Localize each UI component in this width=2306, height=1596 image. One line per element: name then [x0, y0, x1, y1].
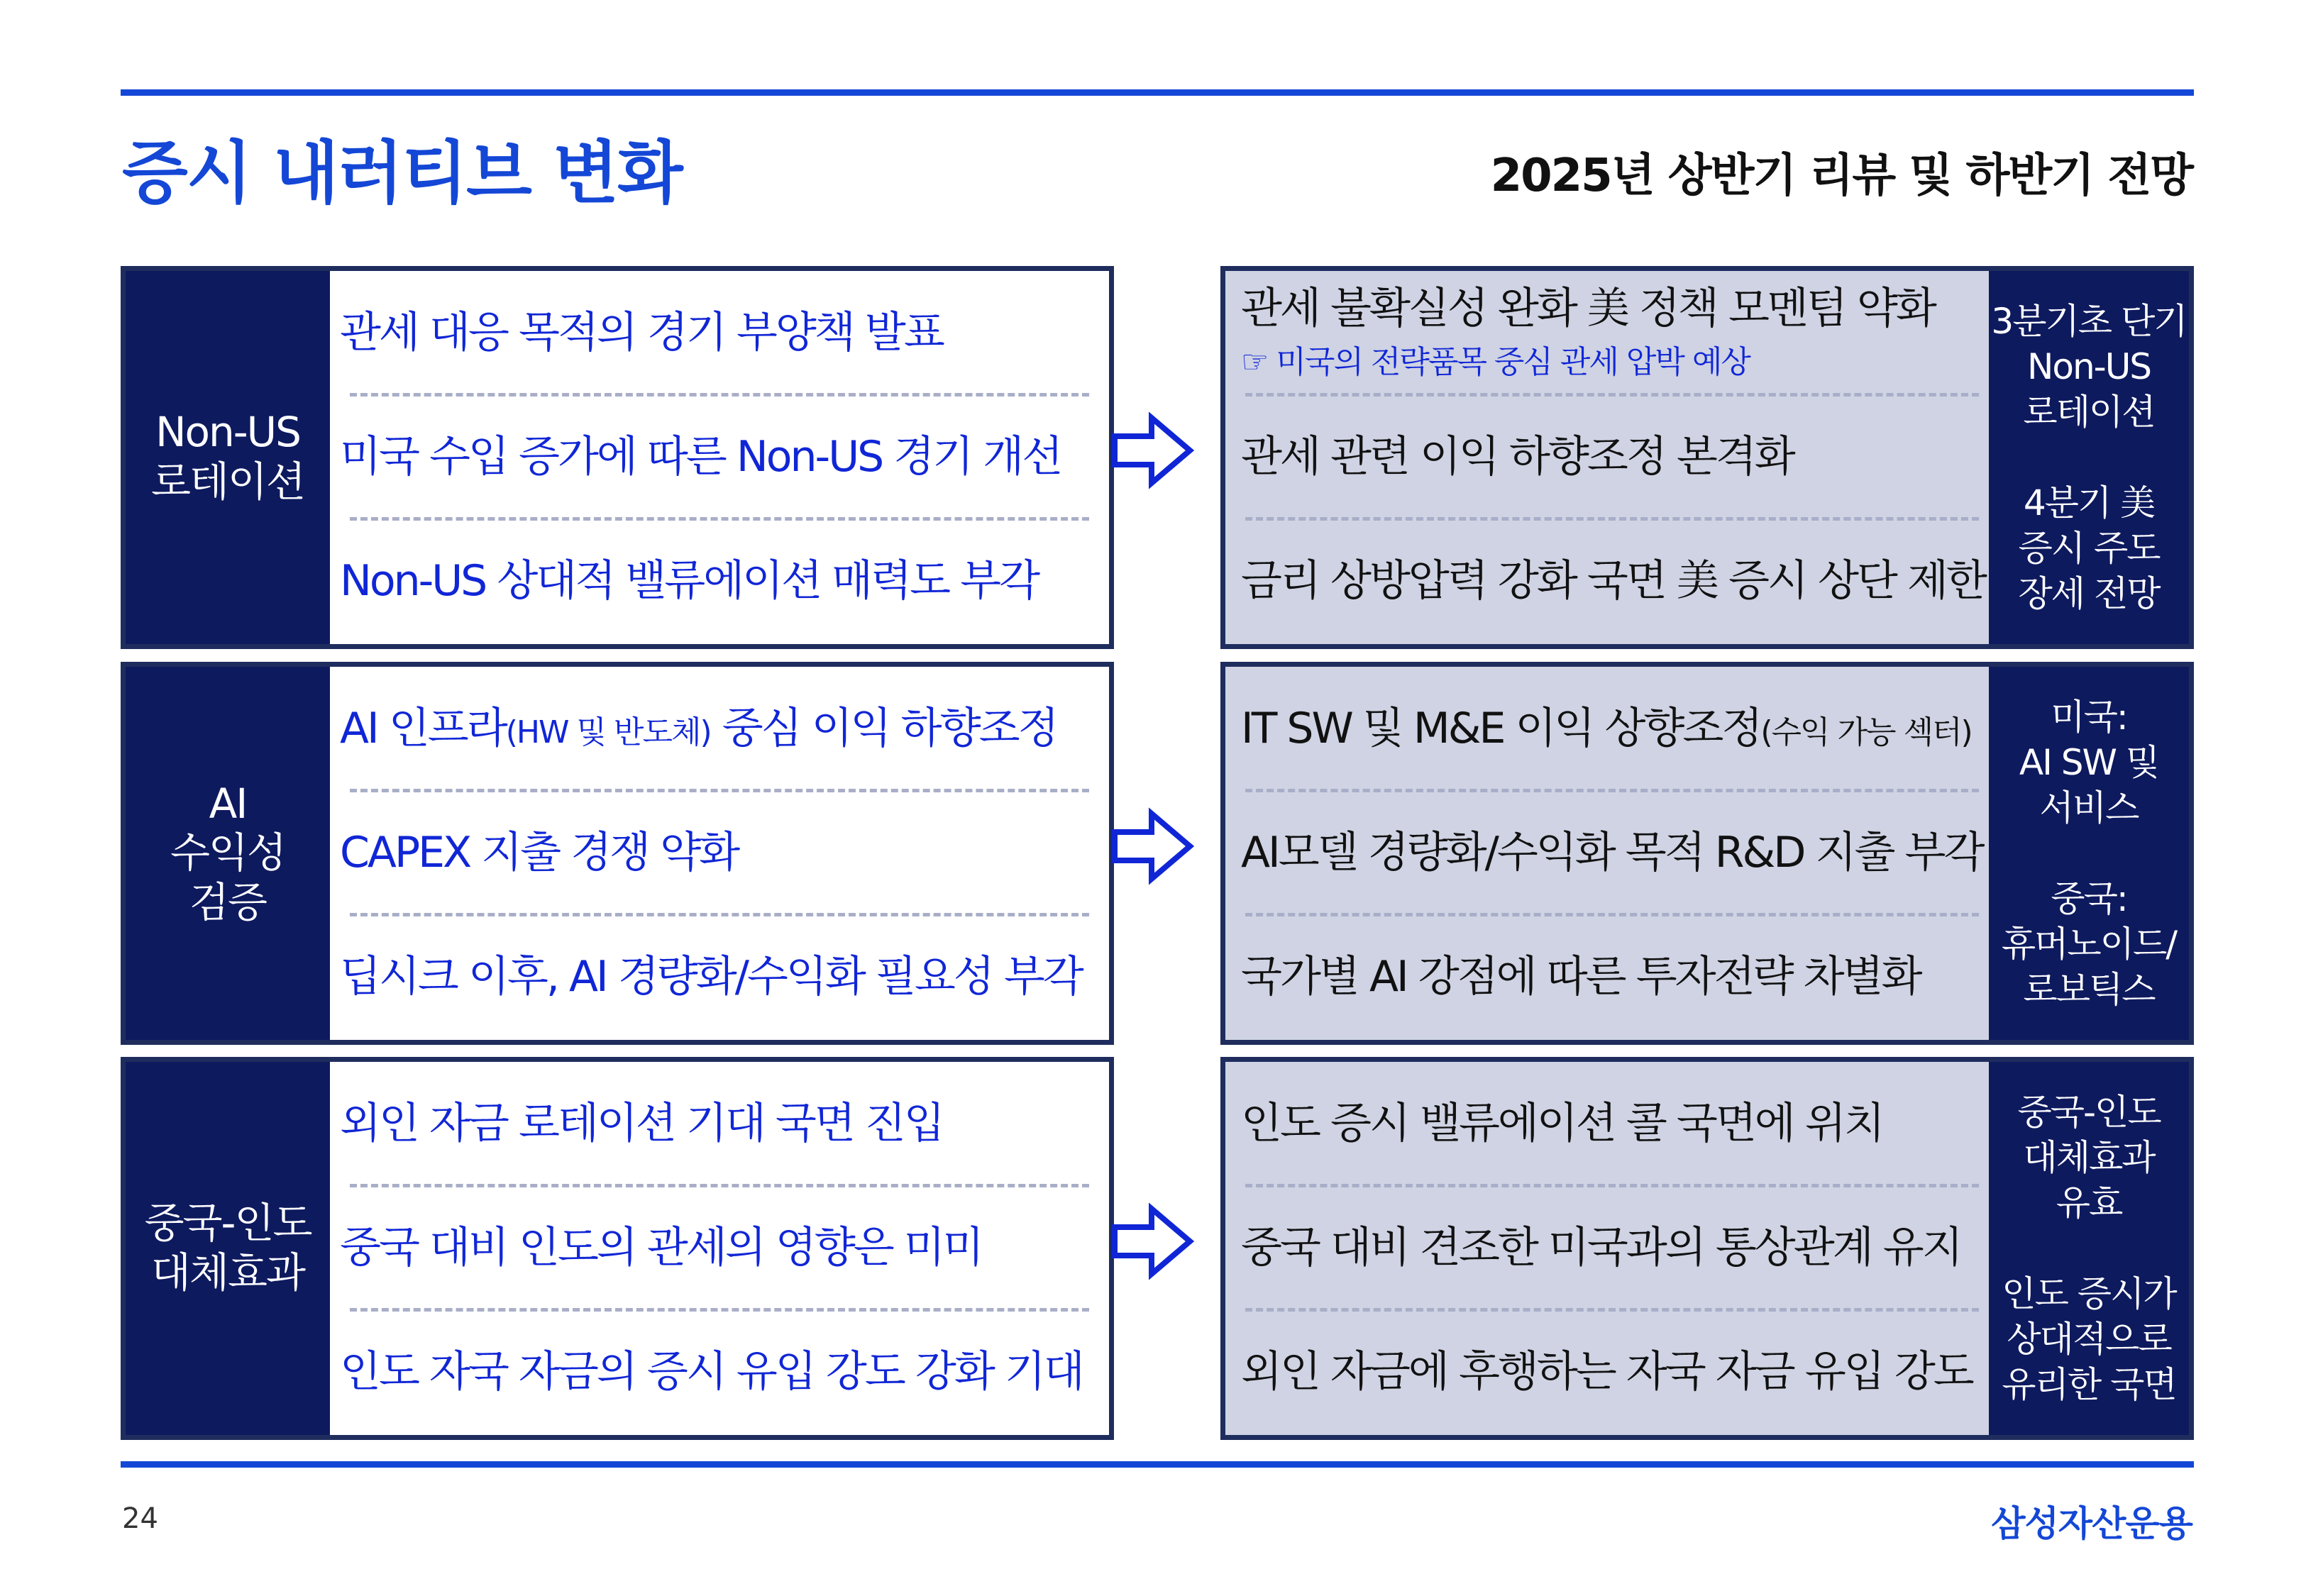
outlook-text: 4분기 美 증시 주도 장세 전망 [2018, 482, 2160, 614]
list-item: AI모델 경량화/수익화 목적 R&D 지출 부각 [1241, 828, 1983, 877]
row-label: AI 수익성 검증 [126, 667, 330, 1040]
list-item: 관세 불확실성 완화 美 정책 모멘텀 약화 ☞ 미국의 전략품목 중심 관세 압박 예상 [1225, 271, 1999, 395]
right-arrow-icon [1110, 408, 1196, 493]
current-narrative-box [121, 1057, 1114, 1440]
outlook-summary [1989, 667, 2189, 1040]
right-arrow-icon [1110, 1199, 1196, 1284]
outlook-text: 3분기초 단기 Non-US 로테이션 [1991, 301, 2187, 433]
outlook-text: 중국: 휴머노이드/ 로보틱스 [2001, 878, 2177, 1010]
list-item: 딥시크 이후, AI 경량화/수익화 필요성 부각 [340, 952, 1082, 1002]
current-narrative-box [121, 662, 1114, 1045]
list-item: 외인 자금 로테이션 기대 국면 진입 [340, 1099, 943, 1148]
brand-logo: 삼성자산운용 [1991, 1503, 2192, 1544]
right-arrow-icon [1110, 804, 1196, 889]
page-number: 24 [122, 1502, 158, 1535]
top-divider [121, 89, 2194, 96]
page-title: 증시 내러티브 변화 [122, 133, 682, 213]
list-item: 외인 자금에 후행하는 자국 자금 유입 강도 [1241, 1347, 1973, 1397]
list-item: 미국 수입 증가에 따른 Non-US 경기 개선 [340, 432, 1061, 482]
outlook-text: 인도 증시가 상대적으로 유리한 국면 [2002, 1273, 2176, 1405]
narrative-row-non-us [121, 266, 2194, 649]
outlook-summary [1989, 1062, 2189, 1435]
list-item: IT SW 및 M&E 이익 상향조정(수익 가능 섹터) [1241, 704, 1972, 753]
outlook-narrative-list [1225, 667, 1999, 1040]
row-label: 중국-인도 대체효과 [126, 1062, 330, 1435]
list-item: 금리 상방압력 강화 국면 美 증시 상단 제한 [1241, 556, 1985, 606]
list-item: 인도 증시 밸류에이션 콜 국면에 위치 [1241, 1099, 1883, 1148]
list-item: 관세 대응 목적의 경기 부양책 발표 [340, 308, 943, 358]
current-narrative-list [330, 271, 1109, 644]
outlook-text: 미국: AI SW 및 서비스 [2019, 697, 2159, 829]
outlook-summary [1989, 271, 2189, 644]
list-item: 관세 관련 이익 하향조정 본격화 [1241, 432, 1794, 482]
list-item: 중국 대비 견조한 미국과의 통상관계 유지 [1241, 1223, 1961, 1273]
current-narrative-box [121, 266, 1114, 649]
list-item: 중국 대비 인도의 관세의 영향은 미미 [340, 1223, 982, 1273]
list-item: AI 인프라(HW 및 반도체) 중심 이익 하향조정 [340, 704, 1057, 753]
list-item: Non-US 상대적 밸류에이션 매력도 부각 [340, 556, 1039, 606]
bottom-divider [121, 1461, 2194, 1468]
sub-note: ☞ 미국의 전략품목 중심 관세 압박 예상 [1241, 344, 1750, 380]
current-narrative-list [330, 1062, 1109, 1435]
narrative-row-ai [121, 662, 2194, 1045]
outlook-narrative-list [1225, 271, 1999, 644]
list-item: 인도 자국 자금의 증시 유입 강도 강화 기대 [340, 1347, 1083, 1397]
narrative-row-china-india [121, 1057, 2194, 1440]
list-item: 국가별 AI 강점에 따른 투자전략 차별화 [1241, 952, 1921, 1002]
outlook-narrative-list [1225, 1062, 1999, 1435]
outlook-narrative-box [1220, 662, 2194, 1045]
row-label: Non-US 로테이션 [126, 271, 330, 644]
current-narrative-list [330, 667, 1109, 1040]
outlook-narrative-box [1220, 1057, 2194, 1440]
outlook-narrative-box [1220, 266, 2194, 649]
outlook-text: 중국-인도 대체효과 유효 [2017, 1092, 2161, 1224]
page-subtitle: 2025년 상반기 리뷰 및 하반기 전망 [1490, 150, 2192, 202]
list-item: CAPEX 지출 경쟁 약화 [340, 828, 739, 877]
